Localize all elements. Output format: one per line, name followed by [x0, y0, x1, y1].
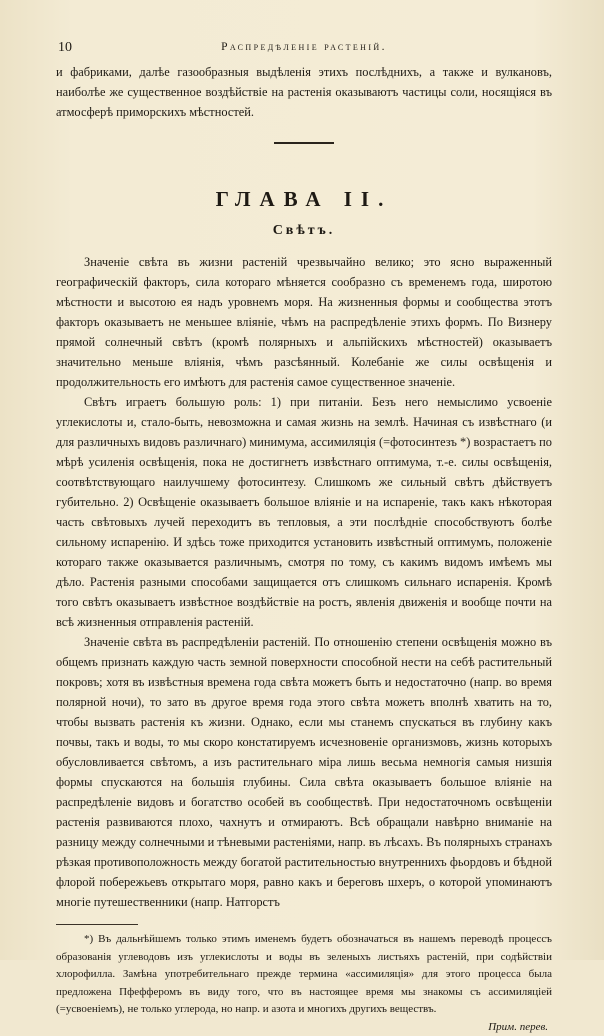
running-head: Распредѣленіе растеній. [221, 41, 387, 53]
body-paragraph-3: Значеніе свѣта въ распредѣленіи растеній. По отношенію степени освѣщенія можно въ общемъ признать каждую часть земной поверхности способной нести на себѣ растительный покровъ; хотя въ извѣстныя времена года свѣта можетъ быть и недостаточно (напр. во время полярной ночи), то зато въ другое время года этого свѣта можетъ вполнѣ хватить на то, чтобы вызвать растенія къ жизни. Однако, если мы станемъ спускаться въ глубину какъ почвы, такъ и воды, то мы скоро констатируемъ исчезновеніе организмовъ, жизнь которыхъ обусловливается свѣтомъ, а изъ растительнаго міра лишь весьма немногія самыя низшія формы спускаются на большія глубины. Сила свѣта оказываетъ большое вліяніе на распредѣленіе видовъ и богатство особей въ сообществѣ. При недостаточномъ освѣщеніи растенія развиваются плохо, чахнутъ и отмираютъ. Всѣ обращали навѣрно вниманіе на разницу между солнечными и тѣневыми растеніями, напр. въ лѣсахъ. Въ полярныхъ странахъ рѣзкая противоположность между богатой растительностью внутреннихъ фьордовъ и бѣдной флорой побережьевъ открытаго моря, равно какъ и береговъ шхеръ, о которой упоминаютъ многіе путешественники (напр. Натгорстъ [56, 635, 552, 909]
body-paragraph-2: Свѣтъ играетъ большую роль: 1) при питаніи. Безъ него немыслимо усвоеніе углекислоты и, стало-быть, невозможна и самая жизнь на землѣ. Начиная съ извѣстнаго (и для различныхъ видовъ различнаго) минимума, ассимиляція (=фотосинтезъ *) возрастаетъ по мѣрѣ усиленія освѣщенія, пока не достигнетъ извѣстнаго оптимума, т.-е. силы освѣщенія, соотвѣтствующаго наилучшему фотосинтезу. Слишкомъ же сильный свѣтъ дѣйствуетъ губительно. 2) Освѣщеніе оказываетъ большое вліяніе и на испареніе, такъ какъ нѣкоторая часть свѣтовыхъ лучей переходитъ въ тепловыя, а эти послѣдніе способствуютъ болѣе сильному испаренію. И здѣсь тоже приходится установить извѣстный оптимумъ, положеніе котораго также оказывается различнымъ, смотря по тому, съ какимъ видомъ имѣемъ мы дѣло. Растенія разными способами защищается отъ слишкомъ сильнаго испаренія. Кромѣ того свѣтъ оказываетъ извѣстное воздѣйствіе на ростъ, явленія движенія и вообще почти на всѣ жизненныя отправленія растеній. [56, 395, 552, 629]
footnote [56, 931, 552, 1036]
footnote-text: *) Въ дальнѣйшемъ только этимъ именемъ будетъ обозначаться въ нашемъ переводѣ процессъ образованія углеводовъ изъ углекислоты и воды въ зеленыхъ листьяхъ растеній, при содѣйствіи хлорофилла. Замѣна употребительнаго прежде термина «ассимиляція» для этого процесса была предложена Пфефферомъ въ виду того, что въ настоящее время мы знакомы съ ассимиляціей (=усвоеніемъ), не только углерода, но напр. и азота и многихъ другихъ веществъ. [56, 933, 552, 1015]
section-title: Свѣтъ. [272, 223, 336, 238]
chapter-title: ГЛАВА II. [215, 187, 393, 211]
intro-paragraph: и фабриками, далѣе газообразныя выдѣленія этихъ послѣднихъ, а также и вулкановъ, наиболѣе же существенное воздѣйствіе на растенія оказываютъ частицы соли, носящіяся въ атмосферѣ приморскихъ мѣстностей. [56, 65, 552, 119]
page-header [56, 38, 552, 62]
section-divider [274, 142, 334, 144]
footnote-divider [56, 924, 138, 925]
body-paragraph-1: Значеніе свѣта въ жизни растеній чрезвычайно велико; это ясно выраженный географическій факторъ, сила котораго мѣняется сообразно съ временемъ года, широтою мѣстности и высотою ея надъ уровнемъ моря. На жизненныя формы и сообщества этотъ факторъ оказываетъ не меньшее вліяніе, чѣмъ на распредѣленіе этихъ формъ. По Визнеру прямой солнечный свѣтъ (кромѣ полярныхъ и альпійскихъ мѣстностей) оказываетъ значительно меньше вліянія, чѣмъ разсѣянный. Колебаніе же силы освѣщенія и продолжительность его имѣютъ для растенія самое существенное значеніе. [56, 255, 552, 389]
footnote-signature: Прим. перев. [488, 1020, 548, 1033]
page-number: 10 [58, 40, 72, 55]
